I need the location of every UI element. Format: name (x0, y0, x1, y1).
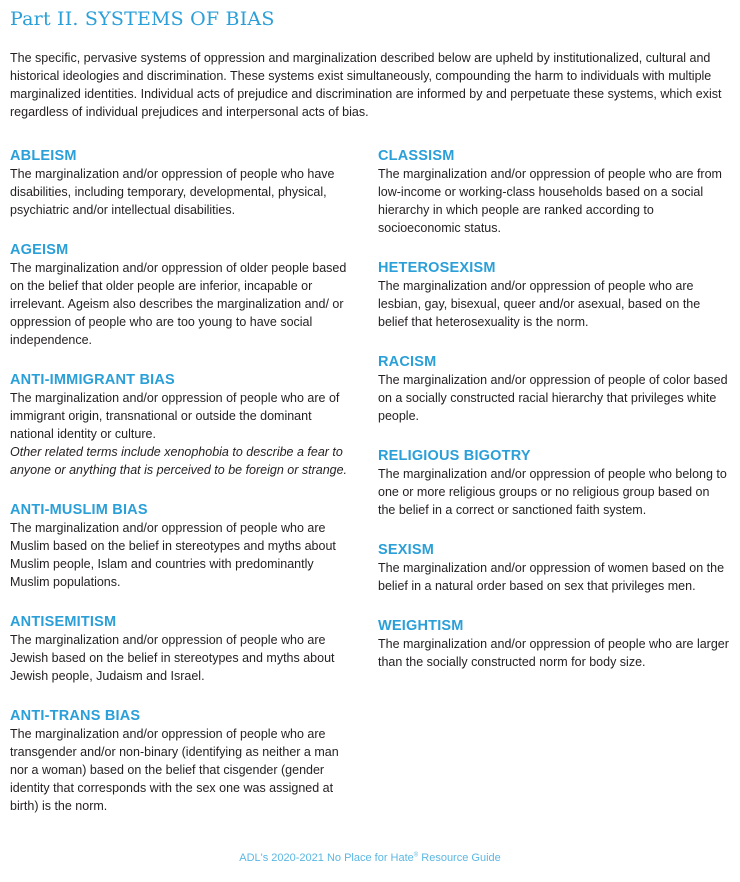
term-definition: The marginalization and/or oppression of people who are Muslim based on the belief in stereotypes and myths about Muslim people, Islam and countries with predominantly Muslim populations. (10, 521, 336, 589)
term-heading: ABLEISM (10, 148, 77, 164)
term-definition: The marginalization and/or oppression of people who are lesbian, gay, bisexual, queer and/or asexual, based on the belief that heterosexuality is the norm. (378, 279, 701, 329)
footer-text: ADL's 2020-2021 No Place for Hate (239, 852, 414, 864)
left-column (10, 147, 355, 837)
term-definition: The marginalization and/or oppression of people who belong to one or more religious groups or no religious group based on the belief in a correct or sanctioned faith system. (378, 467, 727, 517)
intro-paragraph: The specific, pervasive systems of oppression and marginalization described below are upheld by institutionalized, cultural and historical ideologies and discrimination. These systems exist simultaneously, compounding the harm to individuals with multiple marginalized identities. Individual acts of prejudice and discrimination are informed by and perpetuate these systems, which exist regardless of individual prejudices and interpersonal acts of bias. (10, 51, 722, 119)
term-heading: ANTI-IMMIGRANT BIAS (10, 372, 175, 388)
right-column (378, 147, 730, 693)
term-definition: The marginalization and/or oppression of people of color based on a socially constructed racial hierarchy that privileges white people. (378, 373, 728, 423)
term-classism (378, 147, 730, 237)
term-heading: AGEISM (10, 242, 69, 258)
page-footer (0, 852, 740, 864)
term-heading: SEXISM (378, 542, 434, 558)
term-definition: The marginalization and/or oppression of people who are from low-income or working-class households based on a social hierarchy in which people are ranked according to socioeconomic status. (378, 167, 722, 235)
term-heterosexism (378, 259, 730, 331)
term-racism (378, 353, 730, 425)
term-definition: The marginalization and/or oppression of people who have disabilities, including temporary, developmental, physical, psychiatric and/or intellectual disabilities. (10, 167, 335, 217)
term-ageism (10, 241, 355, 349)
term-definition: The marginalization and/or oppression of women based on the belief in a natural order based on sex that privileges men. (378, 561, 725, 593)
term-weightism (378, 617, 730, 671)
term-heading: RACISM (378, 354, 437, 370)
term-anti-muslim-bias (10, 501, 355, 591)
term-anti-immigrant-bias (10, 371, 355, 479)
term-heading: RELIGIOUS BIGOTRY (378, 448, 531, 464)
term-ableism (10, 147, 355, 219)
term-antisemitism (10, 613, 355, 685)
term-note: Other related terms include xenophobia to describe a fear to anyone or anything that is perceived to be foreign or strange. (10, 445, 348, 477)
term-religious-bigotry (378, 447, 730, 519)
page-title: Part II. SYSTEMS OF BIAS (10, 8, 275, 30)
term-definition: The marginalization and/or oppression of older people based on the belief that older people are inferior, incapable or irrelevant. Ageism also describes the marginalization and/ or oppression of people who are too young to have social independence. (10, 261, 347, 347)
term-heading: CLASSISM (378, 148, 455, 164)
term-heading: WEIGHTISM (378, 618, 464, 634)
term-definition: The marginalization and/or oppression of people who are larger than the socially constructed norm for body size. (378, 637, 729, 669)
footer-text-end: Resource Guide (418, 852, 501, 864)
term-sexism (378, 541, 730, 595)
registered-mark: ® (413, 852, 419, 859)
term-heading: HETEROSEXISM (378, 260, 496, 276)
term-heading: ANTI-TRANS BIAS (10, 708, 141, 724)
term-anti-trans-bias (10, 707, 355, 815)
term-definition: The marginalization and/or oppression of people who are Jewish based on the belief in stereotypes and myths about Jewish people, Judaism and Israel. (10, 633, 335, 683)
term-definition: The marginalization and/or oppression of people who are transgender and/or non-binary (identifying as neither a man nor a woman) based on the belief that cisgender (gender identity that corresponds with the sex one was assigned at birth) is the norm. (10, 727, 339, 813)
term-heading: ANTI-MUSLIM BIAS (10, 502, 148, 518)
term-definition: The marginalization and/or oppression of people who are of immigrant origin, transnational or outside the dominant national identity or culture. (10, 391, 340, 441)
term-heading: ANTISEMITISM (10, 614, 117, 630)
